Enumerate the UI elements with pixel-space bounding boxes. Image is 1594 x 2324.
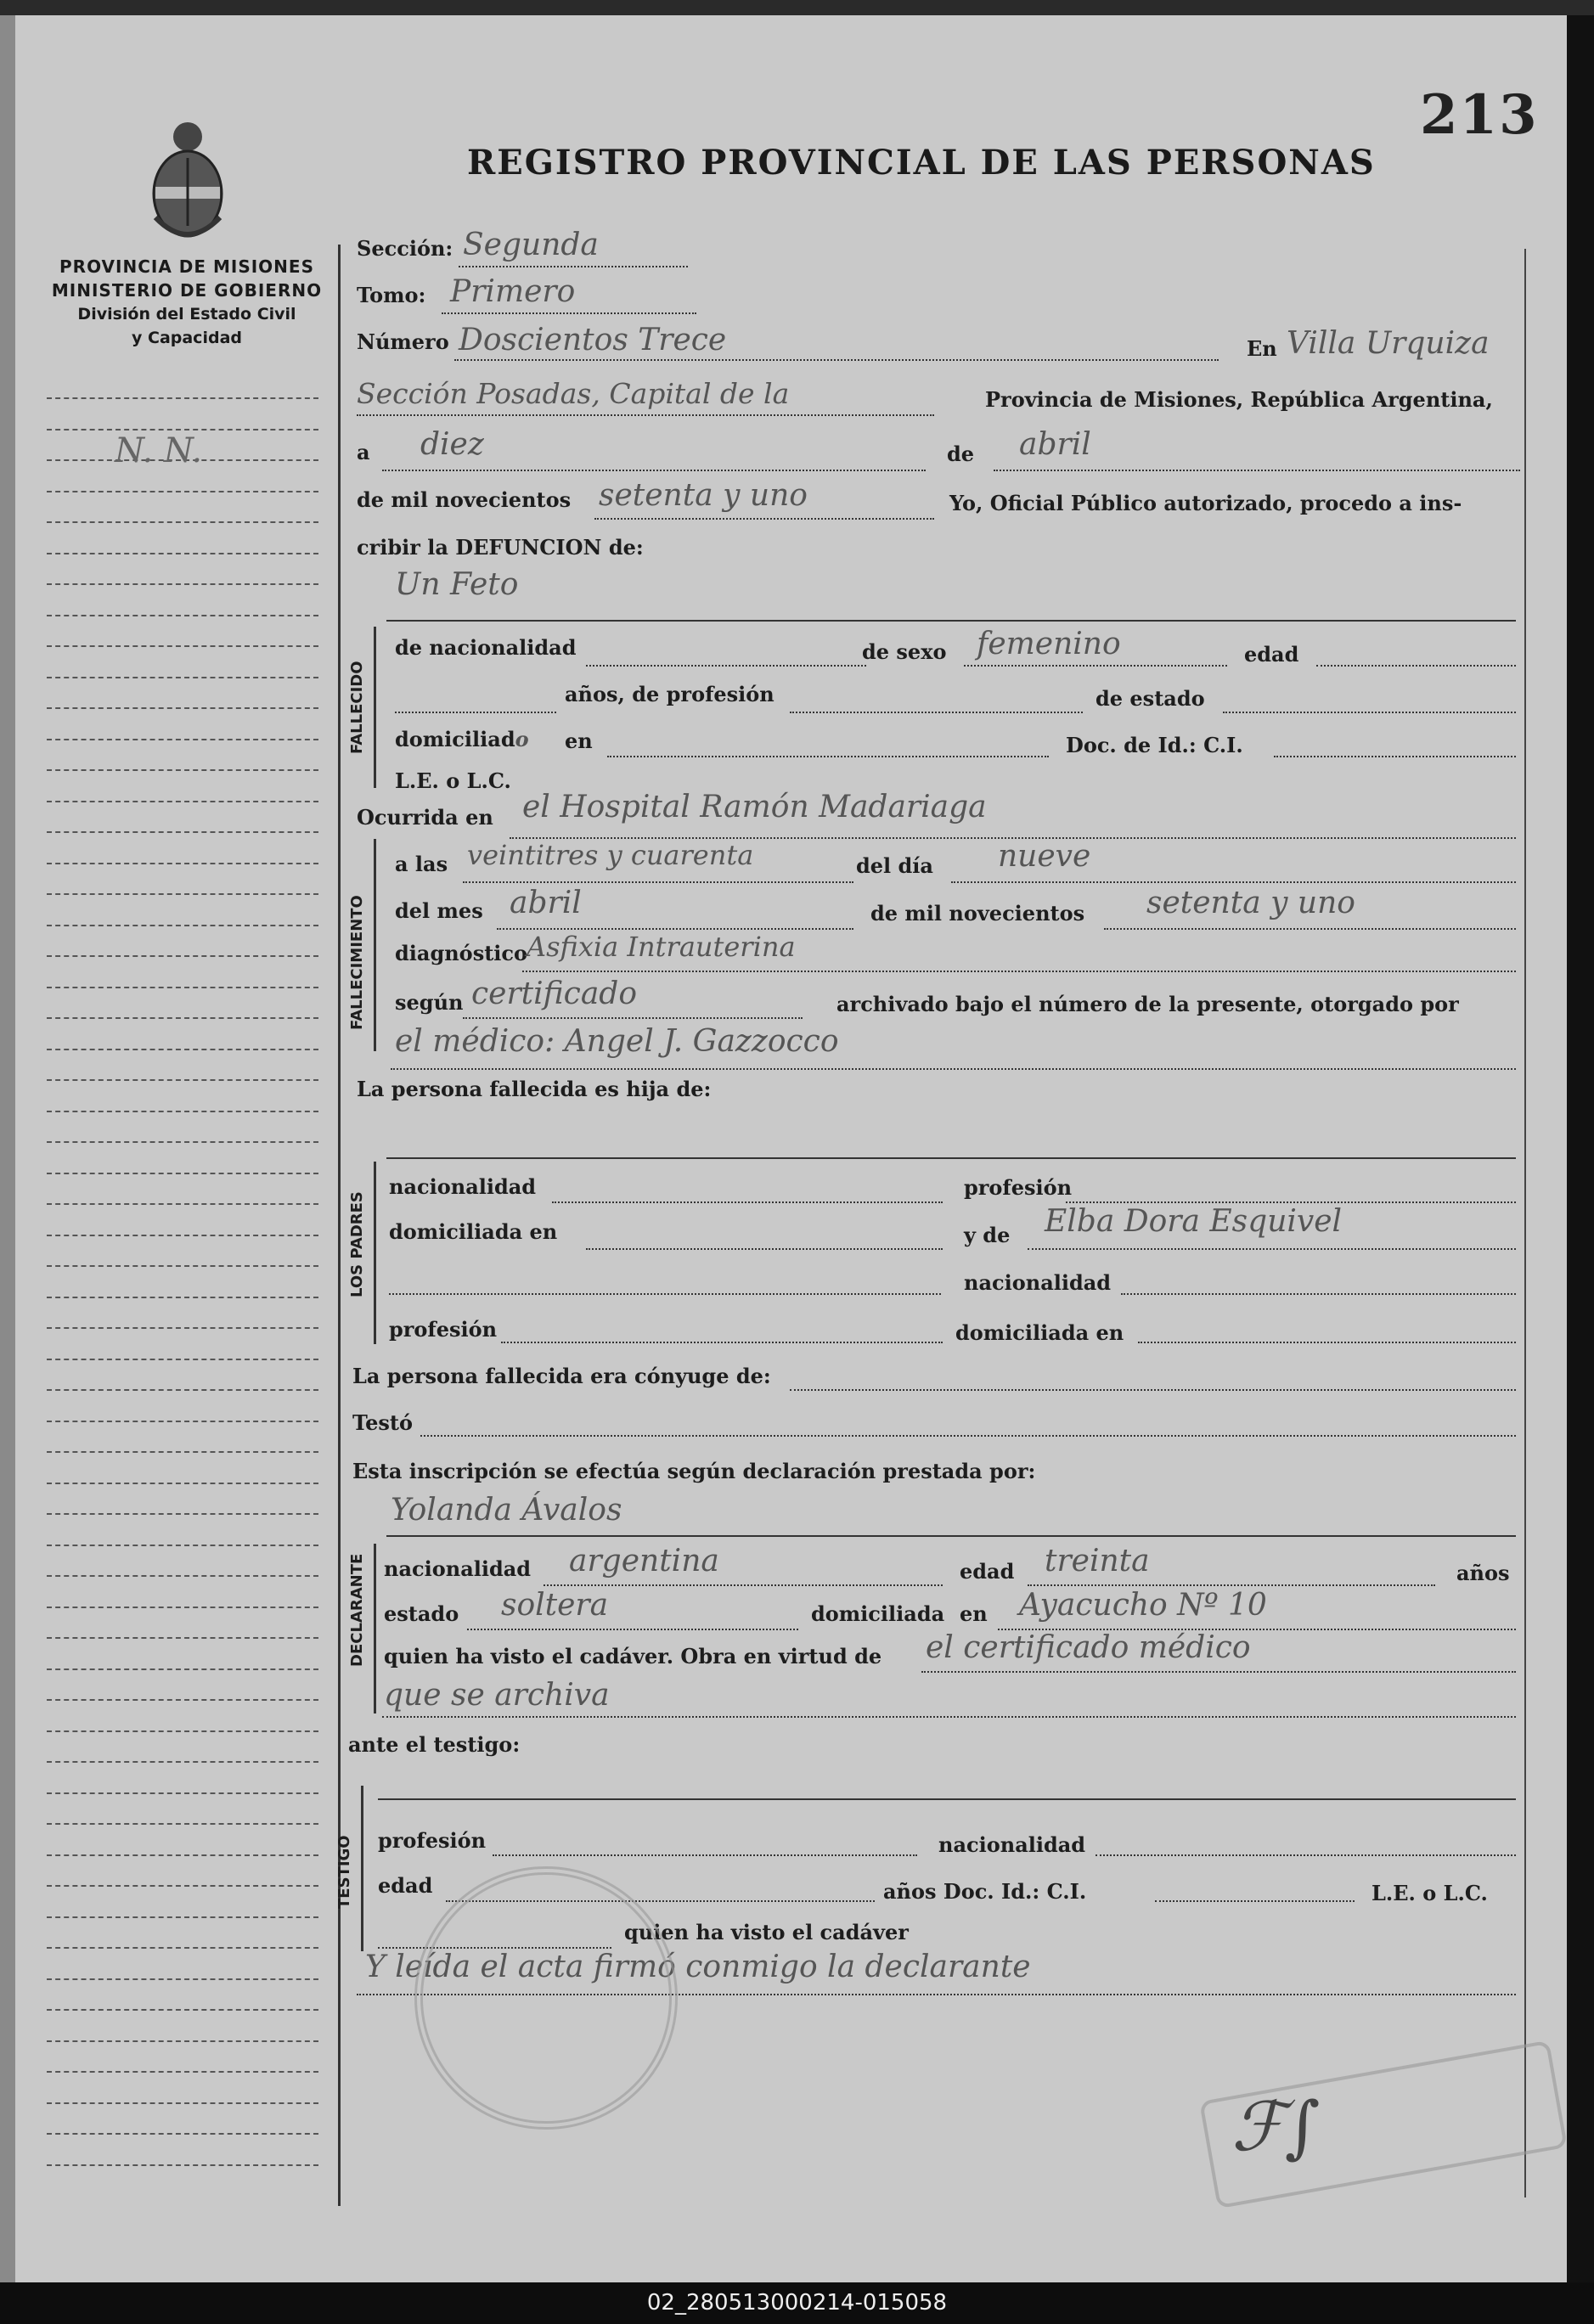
- numero-label: Número: [357, 329, 449, 354]
- margin-rule: [47, 1792, 318, 1794]
- closing-value: Y leída el acta firmó conmigo la declarante: [365, 1950, 1031, 1984]
- year-line: [594, 518, 934, 520]
- padres-domiciliada-line: [586, 1248, 943, 1250]
- margin-rule: [47, 1513, 318, 1515]
- margin-rule: [47, 893, 318, 895]
- testigo-profesion-label: profesión: [378, 1828, 487, 1853]
- conyuge-line: [790, 1389, 1516, 1391]
- margin-rule: [47, 1761, 318, 1763]
- margin-rule: [47, 1173, 318, 1174]
- margin-note: N. N.: [115, 431, 203, 470]
- hija-text: La persona fallecida es hija de:: [357, 1077, 712, 1101]
- fallecido-doc-label: Doc. de Id.: C.I.: [1066, 733, 1243, 757]
- fallecimiento-year-value: setenta y uno: [1146, 886, 1355, 920]
- issuer-ministry: MINISTERIO DE GOBIERNO: [51, 280, 323, 301]
- declarante-obra-value2: que se archiva: [384, 1678, 610, 1713]
- mes-value: abril: [1019, 427, 1091, 462]
- padres-profesion-line: [1066, 1201, 1516, 1203]
- margin-rule: [47, 801, 318, 802]
- padres-nacionalidad2-label: nacionalidad: [964, 1270, 1112, 1295]
- declarante-estado-value: soltera: [501, 1588, 609, 1623]
- fallecido-nacionalidad-label: de nacionalidad: [395, 635, 577, 660]
- ocurrida-value: el Hospital Ramón Madariaga: [522, 790, 987, 824]
- margin-rule: [47, 1483, 318, 1484]
- margin-rule: [47, 2009, 318, 2011]
- en-value: Villa Urquiza: [1287, 326, 1490, 361]
- declarante-nombre-value: Yolanda Ávalos: [391, 1493, 622, 1528]
- margin-rule: [47, 1451, 318, 1453]
- padres-domiciliada2-line: [1138, 1342, 1516, 1343]
- inscribir-text: cribir la DEFUNCION de:: [357, 535, 644, 560]
- margin-rule: [47, 645, 318, 647]
- testo-line: [420, 1435, 1516, 1437]
- year-label: de mil novecientos: [357, 487, 572, 512]
- year-value: setenta y uno: [599, 478, 808, 513]
- del-mes-line: [497, 928, 853, 930]
- margin-rule: [47, 2071, 318, 2073]
- margin-rule: [47, 739, 318, 740]
- fallecido-sexo-line: [964, 665, 1227, 667]
- margin-rule: [47, 1079, 318, 1081]
- declarante-obra-value: el certificado médico: [926, 1630, 1251, 1665]
- fallecido-sexo-label: de sexo: [862, 639, 947, 664]
- fallecido-edad-line: [1316, 665, 1516, 667]
- margin-rule: [47, 2040, 318, 2042]
- margin-rule: [47, 429, 318, 430]
- a-label: a: [357, 440, 370, 464]
- del-dia-line: [951, 881, 1516, 883]
- margin-rule: [47, 1823, 318, 1825]
- a-las-value: veintitres y cuarenta: [467, 839, 754, 871]
- place-line: [357, 414, 934, 416]
- padres-bar: [374, 1162, 376, 1344]
- margin-rule: [47, 553, 318, 554]
- padres-nacionalidad-line: [552, 1201, 943, 1203]
- margin-rule: [47, 925, 318, 926]
- province-text: Provincia de Misiones, República Argentina,: [985, 387, 1493, 412]
- testigo-edad-label: edad: [378, 1873, 433, 1898]
- fallecido-estado-line: [1223, 712, 1516, 713]
- en-label: En: [1247, 336, 1277, 361]
- fallecido-anos-label: años, de profesión: [565, 682, 774, 706]
- margin-rule: [47, 1389, 318, 1391]
- diagnostico-line: [522, 971, 1516, 972]
- testigo-doc-line: [1155, 1900, 1355, 1902]
- seccion-label: Sección:: [357, 236, 453, 261]
- scan-caption: 02_280513000214-015058: [0, 2282, 1594, 2324]
- fallecido-domicilio-label: domiciliado: [395, 727, 529, 751]
- declarante-estado-label: estado: [384, 1601, 459, 1626]
- margin-rule: [47, 521, 318, 523]
- fallecido-en-label: en: [565, 729, 593, 753]
- numero-value: Doscientos Trece: [459, 323, 727, 357]
- dia-value: diez: [420, 427, 484, 462]
- fallecido-nacionalidad-line: [586, 665, 866, 667]
- segun-value: certificado: [471, 976, 638, 1011]
- margin-rule: [47, 1545, 318, 1546]
- tomo-line: [442, 312, 696, 314]
- declarante-nacionalidad-label: nacionalidad: [384, 1556, 532, 1581]
- numero-line: [454, 359, 1219, 361]
- fallecido-le-label: L.E. o L.C.: [395, 768, 511, 793]
- margin-rule: [47, 1235, 318, 1236]
- testigo-anos-doc-label: años Doc. Id.: C.I.: [883, 1879, 1087, 1904]
- margin-rule: [47, 1637, 318, 1639]
- declarante-anos-label: años: [1456, 1561, 1510, 1585]
- declarante-bar: [374, 1544, 376, 1713]
- declarante-nacionalidad-line: [544, 1584, 943, 1586]
- del-mes-value: abril: [510, 886, 582, 920]
- padres-domiciliada-label: domiciliada en: [389, 1219, 558, 1244]
- y-de-label: y de: [964, 1223, 1011, 1247]
- declarante-obra-line2: [382, 1716, 1516, 1718]
- tomo-label: Tomo:: [357, 283, 426, 307]
- margin-rule: [47, 1854, 318, 1856]
- testigo-nacionalidad-line: [1096, 1854, 1516, 1856]
- declaracion-text: Esta inscripción se efectúa según declaración prestada por:: [352, 1459, 1036, 1483]
- margin-rule: [47, 1203, 318, 1205]
- issuer-block: [47, 255, 327, 350]
- margin-rule: [47, 955, 318, 957]
- margin-rule: [47, 583, 318, 585]
- margin-rule: [47, 615, 318, 616]
- document-page: 213 REGISTRO PROVINCIAL DE LAS PERSONAS PROVINCIA DE MISIONES MINISTERIO DE GOBIERNO División del Estado Civil y Capacidad N. N. Sección: Segunda Tomo: Primero Número Doscientos Trece En Villa Urquiza Sección Posadas, Capital de la Provincia de Misiones, República Argentina, a diez de abril de mil novecientos setenta y uno Yo, Oficial Público autorizado, procedo a ins- cribir la DEFUNCION de: FALLECIDO Un Feto de nacionalidad de sexo femenino edad años, de profesión de estado domiciliado en Doc. de Id.: C.I. L.E. o L.C. Ocurrida en el Hospital Ramón Madariaga FALLECIMIENTO a las veintitres y cuarenta del día nueve del mes abril de mil novecientos setenta y uno diagnóstico Asfixia Intrauterina según certificado archivado bajo el número de la presente, otorgado por el médico: Angel J. Gazzocco La persona fallecida es hija de: LOS PADRES nacionalidad profesión domiciliada en y de Elba Dora Esquivel nacionalidad profesión domiciliada en La persona fallecida era cónyuge de: Testó Esta inscripción se efectúa según declaración prestada por: Yolanda Ávalos DECLARANTE nacionalidad argentina edad treinta años estado soltera domiciliada en Ayacucho Nº 10 quien ha visto el cadáver. Obra en virtud de el certificado médico que se archiva ante el testigo: TESTIGO profesión nacionalidad edad años Doc. Id.: C.I. L.E. o L.C. quien ha visto el cadáver Y leída el acta firmó conmigo la declarante ℱ∫: [0, 15, 1567, 2282]
- national-crest-icon: [143, 115, 233, 243]
- page-number: 213: [1420, 83, 1539, 147]
- del-mes-label: del mes: [395, 898, 483, 923]
- fallecido-profesion-line: [790, 712, 1083, 713]
- conyuge-text: La persona fallecida era cónyuge de:: [352, 1364, 771, 1388]
- issuer-capacity: y Capacidad: [132, 329, 242, 347]
- testigo-profesion-line: [493, 1854, 917, 1856]
- declarante-domicilio-value: Ayacucho Nº 10: [1019, 1588, 1267, 1623]
- testo-label: Testó: [352, 1410, 413, 1435]
- testigo-name-line: [378, 1798, 1516, 1800]
- fallecido-domicilio-suffix: o: [515, 727, 529, 751]
- padres-profesion2-label: profesión: [389, 1317, 498, 1342]
- place-value: Sección Posadas, Capital de la: [357, 377, 790, 410]
- officer-signature-icon: ℱ∫: [1231, 2087, 1321, 2166]
- fallecimiento-bar: [374, 839, 376, 1051]
- dia-line: [382, 470, 926, 471]
- margin-rule: [47, 1297, 318, 1298]
- fallecido-edad-label: edad: [1244, 642, 1299, 667]
- padres-name-line: [386, 1157, 1516, 1159]
- padres-profesion-label: profesión: [964, 1175, 1073, 1200]
- margin-rule: [47, 491, 318, 492]
- padres-blank-line: [389, 1293, 941, 1295]
- seccion-value: Segunda: [463, 228, 599, 262]
- fallecimiento-year-label: de mil novecientos: [870, 901, 1085, 926]
- testigo-bar: [361, 1786, 363, 1951]
- seccion-line: [459, 266, 688, 267]
- fallecido-doc-line: [1274, 756, 1516, 757]
- fallecido-bar: [374, 627, 376, 788]
- ante-testigo-text: ante el testigo:: [348, 1732, 521, 1757]
- tomo-value: Primero: [450, 274, 576, 309]
- declarante-domiciliada-label: domiciliada: [811, 1601, 945, 1626]
- declarante-edad-label: edad: [960, 1559, 1015, 1584]
- del-dia-value: nueve: [998, 839, 1091, 874]
- de-label: de: [947, 442, 975, 466]
- padres-nacionalidad-label: nacionalidad: [389, 1174, 537, 1199]
- margin-rule: [47, 1359, 318, 1360]
- margin-rule: [47, 1141, 318, 1143]
- declarante-nombre-line: [386, 1535, 1516, 1537]
- margin-rule: [47, 1327, 318, 1329]
- margin-divider: [338, 245, 341, 2206]
- margin-rule: [47, 1947, 318, 1949]
- margin-rule: [47, 1699, 318, 1701]
- fallecido-nombre-value: Un Feto: [395, 567, 519, 602]
- declarante-estado-line: [467, 1629, 798, 1630]
- ocurrida-label: Ocurrida en: [357, 805, 493, 830]
- margin-rule: [47, 397, 318, 399]
- testigo-visto-text: quien ha visto el cadáver: [624, 1920, 909, 1944]
- margin-lines: [47, 397, 318, 2197]
- diagnostico-label: diagnóstico: [395, 941, 528, 965]
- margin-rule: [47, 1049, 318, 1050]
- fallecido-domicilio-line: [607, 756, 1049, 757]
- fallecido-anos-line: [395, 712, 556, 713]
- margin-rule: [47, 769, 318, 771]
- margin-rule: [47, 1575, 318, 1577]
- margin-rule: [47, 2164, 318, 2166]
- fallecido-nombre-line: [386, 620, 1516, 622]
- scan-top-edge: [0, 0, 1594, 15]
- declarante-edad-line: [1028, 1584, 1435, 1586]
- margin-rule: [47, 1916, 318, 1918]
- document-title: REGISTRO PROVINCIAL DE LAS PERSONAS: [467, 143, 1376, 183]
- margin-rule: [47, 1668, 318, 1670]
- padres-domiciliada2-label: domiciliada en: [955, 1320, 1124, 1345]
- margin-rule: [47, 1730, 318, 1732]
- diagnostico-value: Asfixia Intrauterina: [527, 931, 796, 963]
- padres-profesion2-line: [501, 1342, 943, 1343]
- del-dia-label: del día: [856, 853, 933, 878]
- margin-rule: [47, 1111, 318, 1112]
- margin-rule: [47, 707, 318, 709]
- margin-rule: [47, 2133, 318, 2135]
- a-las-line: [463, 881, 853, 883]
- fallecido-estado-label: de estado: [1096, 686, 1205, 711]
- fallecimiento-year-line: [1104, 928, 1516, 930]
- y-de-value: Elba Dora Esquivel: [1045, 1204, 1343, 1239]
- issuer-division: División del Estado Civil: [77, 305, 296, 324]
- margin-rule: [47, 2102, 318, 2104]
- declarante-en-label: en: [960, 1601, 988, 1626]
- right-border: [1524, 249, 1526, 2197]
- mes-line: [994, 470, 1520, 471]
- officer-text: Yo, Oficial Público autorizado, procedo a ins-: [949, 491, 1462, 515]
- medico-line: [391, 1068, 1516, 1070]
- a-las-label: a las: [395, 852, 448, 876]
- official-stamp-icon: [414, 1866, 678, 2130]
- medico-value: el médico: Angel J. Gazzocco: [395, 1024, 839, 1059]
- margin-rule: [47, 677, 318, 678]
- testigo-le-label: L.E. o L.C.: [1372, 1881, 1488, 1905]
- margin-rule: [47, 863, 318, 864]
- declarante-obra-line: [921, 1671, 1516, 1673]
- padres-nacionalidad2-line: [1121, 1293, 1516, 1295]
- issuer-province: PROVINCIA DE MISIONES: [59, 256, 314, 277]
- fallecido-sexo-value: femenino: [977, 627, 1121, 661]
- declarante-edad-value: treinta: [1045, 1544, 1150, 1578]
- segun-label: según: [395, 990, 464, 1015]
- declarante-visto-text: quien ha visto el cadáver. Obra en virtud de: [384, 1644, 882, 1668]
- margin-rule: [47, 1978, 318, 1980]
- margin-rule: [47, 1265, 318, 1267]
- margin-rule: [47, 1885, 318, 1887]
- testigo-nacionalidad-label: nacionalidad: [938, 1832, 1086, 1857]
- y-de-line: [1028, 1248, 1516, 1250]
- margin-rule: [47, 987, 318, 988]
- declarante-nacionalidad-value: argentina: [569, 1544, 719, 1578]
- margin-rule: [47, 1017, 318, 1019]
- segun-line: [463, 1017, 803, 1019]
- margin-rule: [47, 831, 318, 833]
- margin-rule: [47, 1421, 318, 1422]
- margin-rule: [47, 1607, 318, 1608]
- archivado-text: archivado bajo el número de la presente, otorgado por: [836, 992, 1459, 1016]
